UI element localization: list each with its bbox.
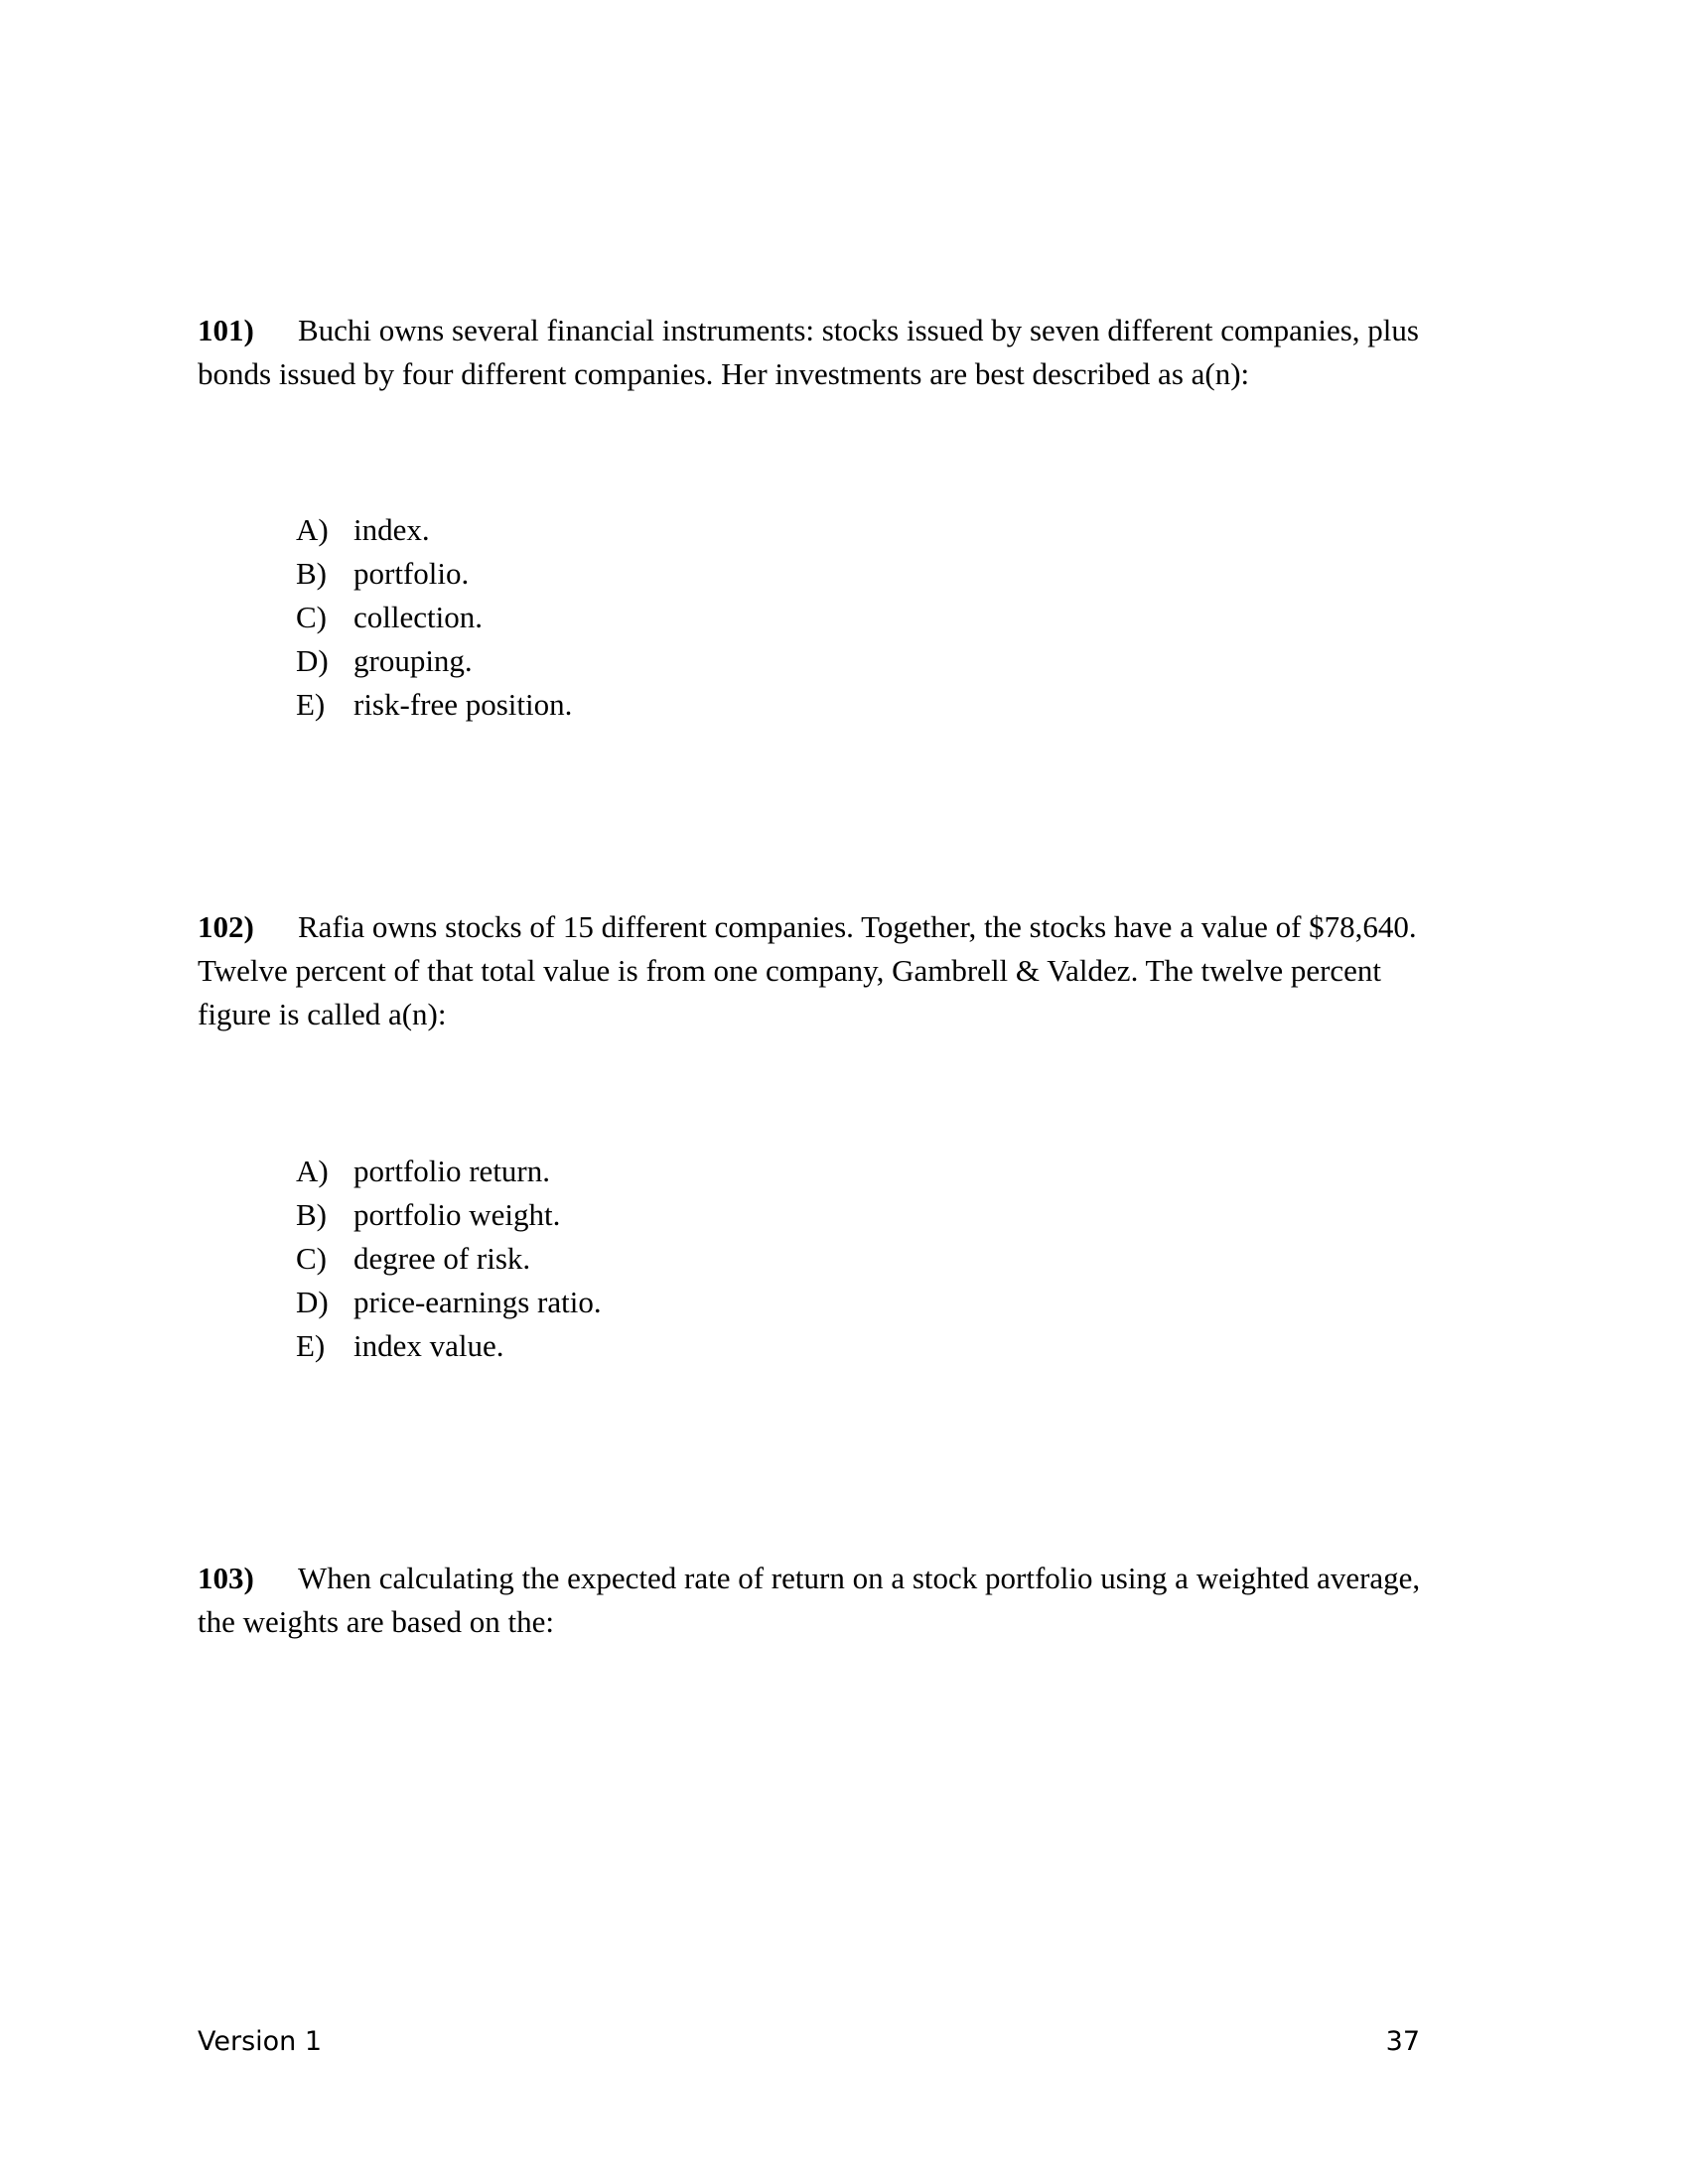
option-text: portfolio weight. (353, 1197, 561, 1232)
answer-option (296, 1237, 602, 1281)
answer-option (296, 1281, 602, 1324)
question-stem (198, 309, 1429, 396)
answer-option (296, 1193, 602, 1237)
option-letter: A) (296, 512, 329, 547)
question-number: 101) (198, 313, 254, 347)
option-text: degree of risk. (353, 1241, 531, 1276)
answer-options-101 (296, 508, 572, 727)
question-number: 103) (198, 1561, 254, 1595)
answer-option (296, 552, 572, 596)
option-letter: C) (296, 600, 327, 634)
answer-option (296, 508, 572, 552)
option-text: index value. (353, 1328, 504, 1363)
footer-version: Version 1 (198, 2026, 323, 2057)
option-letter: A) (296, 1154, 329, 1188)
option-letter: C) (296, 1241, 327, 1276)
answer-option (296, 683, 572, 727)
question-text: When calculating the expected rate of return on a stock portfolio using a weighted average, the weights are based on the: (198, 1561, 1421, 1639)
option-text: collection. (353, 600, 483, 634)
option-letter: B) (296, 1197, 327, 1232)
question-stem (198, 905, 1429, 1036)
option-text: index. (353, 512, 430, 547)
answer-option (296, 596, 572, 639)
option-letter: D) (296, 643, 329, 678)
option-text: risk-free position. (353, 687, 573, 722)
question-number: 102) (198, 909, 254, 944)
option-letter: B) (296, 556, 327, 591)
option-letter: E) (296, 1328, 326, 1363)
option-text: price-earnings ratio. (353, 1285, 602, 1319)
question-text: Rafia owns stocks of 15 different companies. Together, the stocks have a value of $78,640. Twelve percent of that total value is from one company, Gambrell & Valdez. The twelve percent figure is called a(n): (198, 909, 1417, 1031)
option-text: grouping. (353, 643, 473, 678)
question-101 (198, 309, 1429, 396)
answer-option (296, 1150, 602, 1193)
question-stem (198, 1557, 1429, 1644)
option-text: portfolio return. (353, 1154, 551, 1188)
footer-page-number: 37 (1385, 2026, 1420, 2057)
question-102 (198, 905, 1429, 1036)
answer-options-102 (296, 1150, 602, 1368)
answer-option (296, 1324, 602, 1368)
option-letter: E) (296, 687, 326, 722)
option-text: portfolio. (353, 556, 470, 591)
answer-option (296, 639, 572, 683)
question-103 (198, 1557, 1429, 1644)
question-text: Buchi owns several financial instruments: stocks issued by seven different companies, plus bonds issued by four different companies. Her investments are best described as a(n): (198, 313, 1419, 391)
option-letter: D) (296, 1285, 329, 1319)
